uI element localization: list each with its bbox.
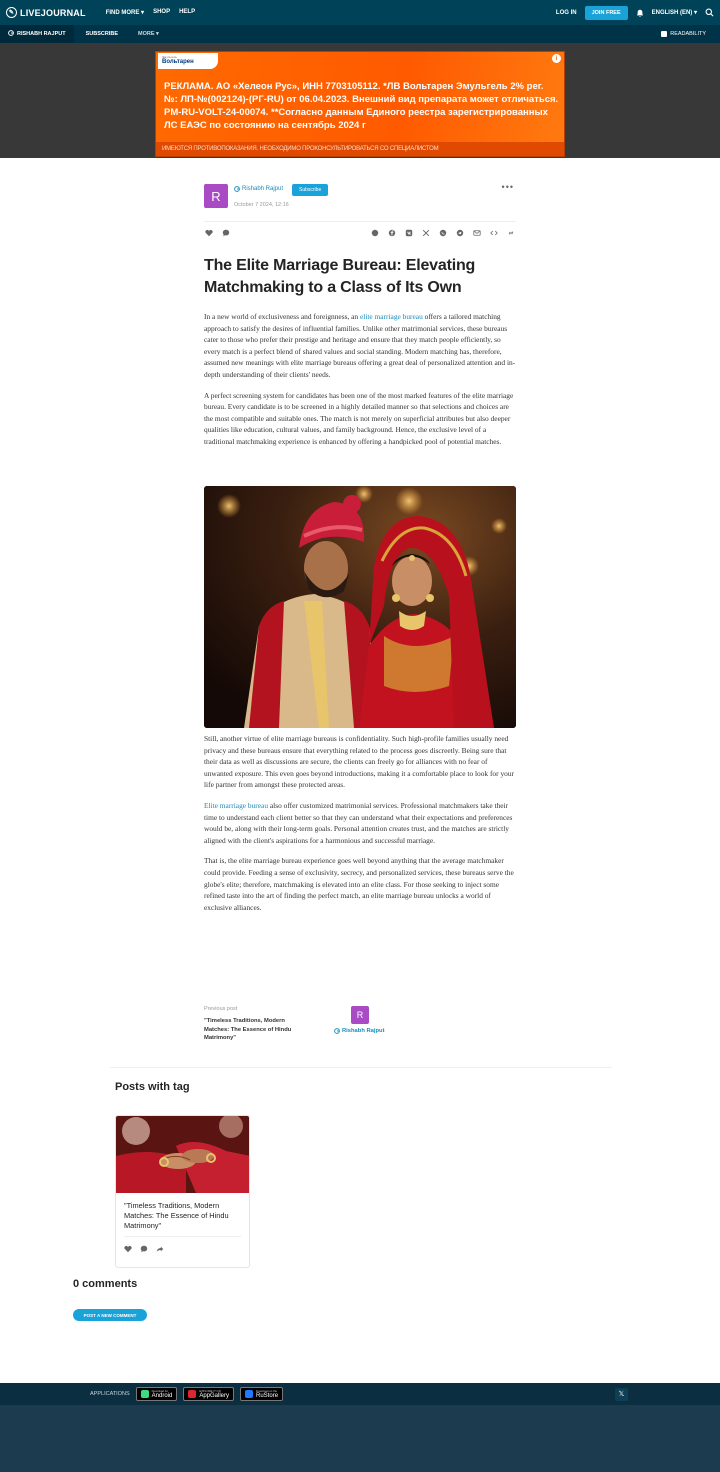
journal-name-label: RISHABH RAJPUT: [17, 31, 66, 37]
avatar[interactable]: R: [351, 1006, 369, 1024]
comment-icon[interactable]: [140, 1245, 148, 1253]
elite-marriage-bureau-link[interactable]: elite marriage bureau: [359, 312, 423, 321]
bell-icon[interactable]: [636, 9, 644, 17]
tag-post-title[interactable]: "Timeless Traditions, Modern Matches: The Essence of Hindu Matrimony": [124, 1201, 229, 1230]
x-social-icon[interactable]: 𝕏: [615, 1388, 628, 1401]
ad-warning: ИМЕЮТСЯ ПРОТИВОПОКАЗАНИЯ. НЕОБХОДИМО ПРОКОНСУЛЬТИРОВАТЬСЯ СО СПЕЦИАЛИСТОМ: [156, 142, 564, 156]
android-store-badge[interactable]: [136, 1387, 178, 1401]
post-title: The Elite Marriage Bureau: Elevating Matchmaking to a Class of Its Own: [204, 257, 476, 296]
readability-checkbox[interactable]: [661, 31, 667, 37]
paragraph-text: also offer customized matrimonial services. Professional matchmakers take their time to understand each client better so that they can understand what their expectations and preferences would be, along with their long-term goals. Personal attention creates trust, and the matches are strictly aligned with the client's aspirations for a harmonious and successful marriage.: [204, 800, 513, 845]
applications-label: APPLICATIONS: [90, 1391, 130, 1397]
author-link[interactable]: [234, 186, 283, 192]
post-new-comment-button[interactable]: POST A NEW COMMENT: [73, 1309, 147, 1321]
top-navigation: [0, 0, 720, 25]
wedding-hands-illustration: [116, 1116, 250, 1193]
tag-post-card[interactable]: [115, 1115, 250, 1268]
embed-code-icon[interactable]: [490, 229, 498, 237]
subscribe-button[interactable]: Subscribe: [292, 184, 328, 196]
ad-brand-name: Вольтарен: [162, 59, 194, 65]
email-icon[interactable]: [473, 229, 481, 237]
ad-info-icon[interactable]: i: [552, 54, 561, 63]
author-name: Rishabh Rajput: [342, 1028, 385, 1034]
main-menu: [106, 9, 195, 16]
elite-marriage-bureau-link[interactable]: Elite marriage bureau: [204, 800, 269, 810]
journal-name[interactable]: [0, 25, 74, 43]
store-small-text: Download for: [151, 1389, 169, 1393]
readability-toggle[interactable]: [661, 31, 706, 37]
previous-post-title[interactable]: "Timeless Traditions, Modern Matches: The Essence of Hindu Matrimony": [204, 1018, 292, 1041]
post-paragraph-2: A perfect screening system for candidates has been one of the most marked features of the elite marriage bureau. Every candidate is to be screened in a highly detailed manner so that selections and choices are the most compatible and suitable ones. The match is not merely on superficial attributes but also deeper qualities like education, cultural values, and family background. Hence, the exclusive level of a traditional matchmaking experience is enhanced by offering a handpicked pool of potential matches.: [204, 390, 514, 446]
journal-verified-icon: [334, 1028, 340, 1034]
login-link[interactable]: LOG IN: [555, 9, 577, 16]
previous-post-label: Previous post: [204, 1006, 238, 1012]
telegram-icon[interactable]: [456, 229, 464, 237]
post-paragraph-5: That is, the elite marriage bureau experience goes well beyond anything that the average matchmaker could provide. Feeding a sense of exclusivity, secrecy, and personalized services, these bureaus serve the globe's elite; therefore, matchmaking is elevated into an elite class. For those seeking to inject some refined taste into the art of finding the perfect match, an elite marriage bureau unlocks a world of exclusive alliances.: [204, 856, 514, 912]
wedding-couple-photo[interactable]: [204, 486, 516, 728]
nav-shop[interactable]: SHOP: [153, 9, 171, 15]
whatsapp-icon[interactable]: [439, 229, 447, 237]
previous-post[interactable]: [204, 1006, 304, 1043]
join-free-button[interactable]: JOIN FREE: [585, 6, 628, 20]
post: [204, 178, 516, 448]
ad-brand-logo: [158, 53, 218, 69]
android-icon: [141, 1390, 149, 1398]
post-paragraph-1: [204, 311, 516, 381]
facebook-icon[interactable]: [388, 229, 396, 237]
rustore-icon: [245, 1390, 253, 1398]
store-small-text: Download on the: [256, 1389, 278, 1393]
x-twitter-icon[interactable]: [422, 229, 430, 237]
appgallery-icon: [188, 1390, 196, 1398]
post-paragraph-3: Still, another virtue of elite marriage bureaus is confidentiality. Such high-profile families usually need privacy and these bureaus ensure that everything related to the process goes discreetly. Being sure that their data as well as discussions are secure, the clients can freely go for alliances with no fear of unwanted exposure. This even goes beyond introductions, making it a comfortable place to look for your life partner from amongst these protected areas.: [204, 734, 514, 790]
store-name: AppGallery: [199, 1393, 230, 1399]
post-menu-icon[interactable]: •••: [501, 182, 514, 192]
advertisement-banner[interactable]: [155, 51, 565, 157]
previous-post-author[interactable]: [334, 1006, 394, 1034]
comment-icon[interactable]: [222, 229, 230, 237]
share-icon[interactable]: [156, 1245, 164, 1253]
tag-post-image[interactable]: [116, 1116, 250, 1193]
like-icon[interactable]: [205, 229, 213, 237]
journal-verified-icon: [234, 186, 240, 192]
post-continuation: [204, 733, 516, 913]
card-divider: [124, 1236, 241, 1237]
author-link[interactable]: [334, 1028, 394, 1034]
search-icon[interactable]: [705, 8, 714, 17]
author-name: Rishabh Rajput: [242, 186, 284, 192]
paragraph-text: In a new world of exclusiveness and foreignness, an: [204, 312, 360, 321]
comments-heading: 0 comments: [73, 1278, 138, 1290]
store-name: Android: [151, 1393, 173, 1399]
ad-text: РЕКЛАМА. АО «Хелеон Рус», ИНН 7703105112. *ЛВ Вольтарен Эмульгель 2% рег. №: ЛП-№(002124)-(РГ-RU) от 06.04.2023. Внешний вид препарата может отличаться. PM-RU-VOLT-24-00074. **Согласно данным Единого реестра зарегистрированных ЛС ЕАЭС по состоянию на сентябрь 2024 г: [164, 81, 559, 131]
journal-verified-icon: [8, 30, 14, 38]
applications-bar: [0, 1383, 720, 1405]
readability-label: READABILITY: [670, 31, 706, 37]
vk-icon[interactable]: [405, 229, 413, 237]
ad-brand-sub: Эмульгель: [162, 55, 177, 59]
livejournal-share-icon[interactable]: [371, 229, 379, 237]
post-paragraph-4: [204, 800, 516, 846]
like-icon[interactable]: [124, 1245, 132, 1253]
tag-post-actions: [124, 1245, 164, 1253]
wedding-couple-illustration: [204, 486, 516, 728]
post-author-row: [204, 178, 516, 218]
account-actions: [556, 6, 714, 20]
avatar[interactable]: R: [204, 184, 228, 208]
posts-with-tag-heading: Posts with tag: [115, 1081, 190, 1093]
store-small-text: EXPLORE IT ON: [199, 1389, 221, 1393]
subnav-more[interactable]: MORE ▾: [138, 31, 159, 37]
footer: [0, 1383, 720, 1472]
journal-navigation: [0, 25, 720, 43]
nav-help[interactable]: HELP: [179, 9, 196, 15]
subnav-subscribe[interactable]: SUBSCRIBE: [85, 31, 118, 37]
section-divider: [110, 1067, 612, 1068]
livejournal-logo-icon: ✎: [6, 7, 17, 18]
appgallery-store-badge[interactable]: [183, 1387, 234, 1401]
copy-link-icon[interactable]: [507, 229, 515, 237]
rustore-store-badge[interactable]: [240, 1387, 283, 1401]
nav-find-more[interactable]: FIND MORE ▾: [105, 10, 145, 16]
logo-text: LIVEJOURNAL: [20, 7, 86, 18]
store-name: RuStore: [256, 1393, 279, 1399]
language-selector[interactable]: ENGLISH (EN) ▾: [651, 10, 697, 16]
share-bar: [204, 221, 516, 243]
paragraph-text: offers a tailored matching approach to satisfy the desires of influential families. Unlike other matrimonial services, these bureaus cater to those who prefer their prestige and heritage and ensure that they match people efficiently, so every match is a perfect blend of shared values and social standing. Modern matching has, therefore, assumed new meanings with elite marriage bureaus offering a great deal of personalized attention and in-depth understanding of their clients' needs.: [204, 312, 516, 379]
post-date: October 7 2024, 12:16: [234, 202, 289, 208]
livejournal-logo[interactable]: [6, 7, 86, 18]
